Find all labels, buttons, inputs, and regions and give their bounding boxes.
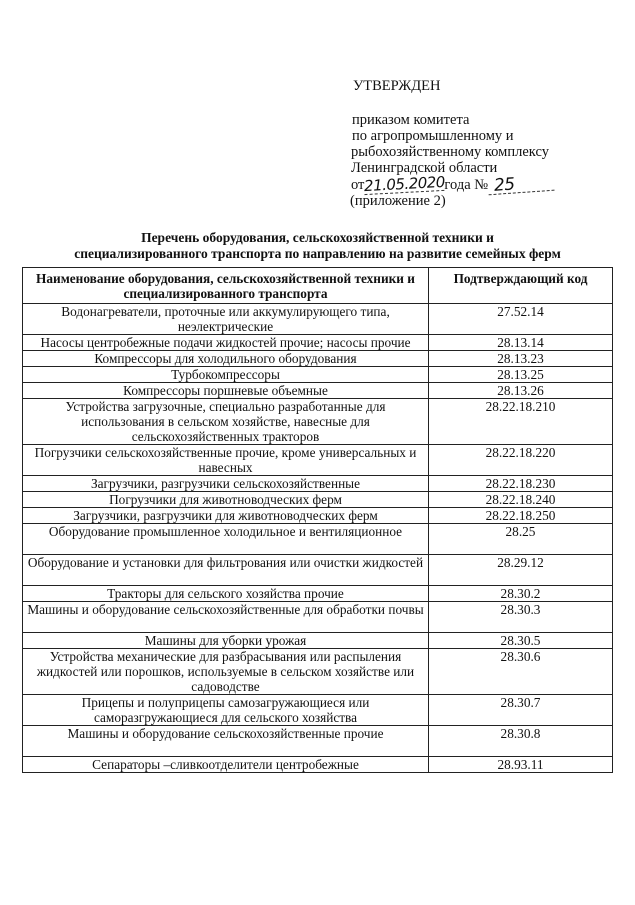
row-name: Компрессоры поршневые объемные — [23, 383, 429, 399]
row-code: 28.22.18.210 — [429, 399, 613, 445]
year-suffix: года № — [444, 177, 489, 193]
date-prefix: от — [351, 177, 365, 193]
row-code: 28.30.5 — [429, 633, 613, 649]
row-code: 28.13.23 — [429, 351, 613, 367]
row-code: 28.13.26 — [429, 383, 613, 399]
approval-heading: УТВЕРЖДЕН — [353, 78, 441, 94]
handwritten-number: 25 — [488, 174, 555, 196]
table-row — [23, 555, 613, 586]
row-name: Насосы центробежные подачи жидкостей прочие; насосы прочие — [23, 335, 429, 351]
row-name: Компрессоры для холодильного оборудования — [23, 351, 429, 367]
table-row — [23, 649, 613, 695]
table-row — [23, 633, 613, 649]
table-row — [23, 399, 613, 445]
approval-line-1: приказом комитета — [352, 112, 470, 128]
row-code: 28.30.8 — [429, 726, 613, 757]
row-code: 28.25 — [429, 524, 613, 555]
table-row — [23, 445, 613, 476]
row-code: 28.30.3 — [429, 602, 613, 633]
row-name: Тракторы для сельского хозяйства прочие — [23, 586, 429, 602]
row-name: Загрузчики, разгрузчики для животноводческих ферм — [23, 508, 429, 524]
table-row — [23, 586, 613, 602]
row-name: Погрузчики сельскохозяйственные прочие, кроме универсальных и навесных — [23, 445, 429, 476]
approval-block — [349, 78, 554, 209]
header-name: Наименование оборудования, сельскохозяйственной техники и специализированного транспорта — [23, 268, 429, 304]
equipment-table — [22, 267, 613, 773]
table-row — [23, 383, 613, 399]
header-code: Подтверждающий код — [429, 268, 613, 304]
row-name: Устройства загрузочные, специально разработанные для использования в сельском хозяйстве, навесные для сельскохозяйственных тракторов — [23, 399, 429, 445]
table-row — [23, 508, 613, 524]
table-header-row — [23, 268, 613, 304]
appendix-note: (приложение 2) — [350, 193, 446, 209]
row-code: 28.29.12 — [429, 555, 613, 586]
row-code: 28.30.2 — [429, 586, 613, 602]
row-name: Сепараторы –сливкоотделители центробежные — [23, 757, 429, 773]
table-row — [23, 304, 613, 335]
table-row — [23, 602, 613, 633]
row-code: 28.93.11 — [429, 757, 613, 773]
table-row — [23, 476, 613, 492]
row-name: Оборудование и установки для фильтрования или очистки жидкостей — [23, 555, 429, 586]
handwritten-date: 21.05.2020 — [363, 172, 446, 196]
title-line-1: Перечень оборудования, сельскохозяйственной техники и — [141, 230, 494, 245]
row-name: Машины для уборки урожая — [23, 633, 429, 649]
table-row — [23, 524, 613, 555]
row-name: Погрузчики для животноводческих ферм — [23, 492, 429, 508]
row-name: Турбокомпрессоры — [23, 367, 429, 383]
row-name: Водонагреватели, проточные или аккумулирующего типа, неэлектрические — [23, 304, 429, 335]
approval-date-line — [349, 172, 554, 196]
row-code: 28.30.6 — [429, 649, 613, 695]
table-row — [23, 335, 613, 351]
row-code: 28.22.18.240 — [429, 492, 613, 508]
table-row — [23, 351, 613, 367]
row-code: 28.13.25 — [429, 367, 613, 383]
row-code: 28.13.14 — [429, 335, 613, 351]
table-body — [23, 304, 613, 773]
row-name: Машины и оборудование сельскохозяйственные прочие — [23, 726, 429, 757]
table-row — [23, 492, 613, 508]
row-code: 28.22.18.250 — [429, 508, 613, 524]
title-line-2: специализированного транспорта по направлению на развитие семейных ферм — [74, 246, 561, 261]
row-code: 28.22.18.220 — [429, 445, 613, 476]
approval-line-3: рыбохозяйственному комплексу — [351, 144, 549, 160]
row-name: Машины и оборудование сельскохозяйственные для обработки почвы — [23, 602, 429, 633]
approval-line-2: по агропромышленному и — [352, 128, 514, 144]
table-row — [23, 695, 613, 726]
approval-line-4: Ленинградской области — [351, 160, 498, 176]
row-name: Загрузчики, разгрузчики сельскохозяйственные — [23, 476, 429, 492]
table-row — [23, 757, 613, 773]
table-row — [23, 367, 613, 383]
table-row — [23, 726, 613, 757]
row-code: 27.52.14 — [429, 304, 613, 335]
document-title — [20, 230, 615, 262]
row-code: 28.22.18.230 — [429, 476, 613, 492]
row-name: Устройства механические для разбрасывания или распыления жидкостей или порошков, используемые в сельском хозяйстве или садоводстве — [23, 649, 429, 695]
row-name: Оборудование промышленное холодильное и вентиляционное — [23, 524, 429, 555]
row-code: 28.30.7 — [429, 695, 613, 726]
row-name: Прицепы и полуприцепы самозагружающиеся или саморазгружающиеся для сельского хозяйства — [23, 695, 429, 726]
